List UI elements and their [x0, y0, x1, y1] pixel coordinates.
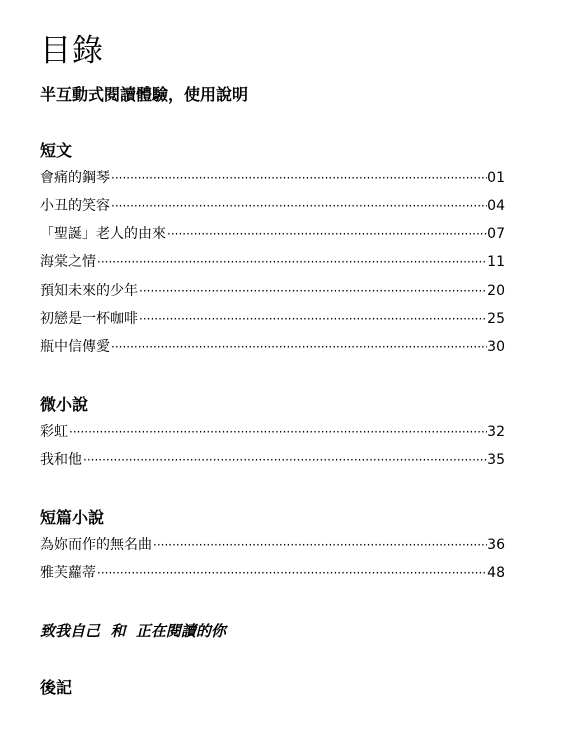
toc-entry[interactable]: [40, 562, 505, 584]
toc-entry[interactable]: [40, 251, 505, 273]
dot-leader: [138, 280, 487, 302]
toc-entry-title: 海棠之情: [40, 254, 96, 270]
toc-entry-title: 瓶中信傳愛: [40, 339, 110, 355]
dot-leader: [96, 251, 487, 273]
dot-leader: [68, 421, 487, 443]
section-heading-short-essays: 短文: [40, 141, 73, 160]
toc-entry-title: 預知未來的少年: [40, 283, 138, 299]
toc-entry[interactable]: [40, 195, 505, 217]
dot-leader: [96, 562, 487, 584]
toc-entry[interactable]: [40, 336, 505, 358]
dot-leader: [138, 308, 487, 330]
toc-entry-page-number: 04: [487, 198, 505, 214]
section-heading-micro-fiction: 微小說: [40, 395, 89, 414]
toc-entry[interactable]: [40, 308, 505, 330]
page-title: 目錄: [40, 33, 104, 69]
toc-entry-page-number: 48: [487, 565, 505, 581]
dot-leader: [110, 167, 487, 189]
dot-leader: [110, 336, 487, 358]
toc-entry-title: 初戀是一杯咖啡: [40, 311, 138, 327]
dedication-text: 致我自己 和 正在閱讀的你: [40, 622, 226, 640]
toc-entry-title: 我和他: [40, 452, 82, 468]
usage-instructions-link[interactable]: 半互動式閱讀體驗，使用說明: [40, 85, 249, 104]
toc-entry-page-number: 11: [487, 254, 505, 270]
toc-entry[interactable]: [40, 167, 505, 189]
toc-entry-title: 雅芙蘿蒂: [40, 565, 96, 581]
section-heading-short-stories: 短篇小說: [40, 508, 105, 527]
toc-entry-page-number: 32: [487, 424, 505, 440]
toc-entry-title: 「聖誕」老人的由來: [40, 226, 166, 242]
toc-entry[interactable]: [40, 421, 505, 443]
toc-entry-page-number: 35: [487, 452, 505, 468]
toc-entry-page-number: 36: [487, 537, 505, 553]
toc-entry[interactable]: [40, 449, 505, 471]
toc-entry-title: 為妳而作的無名曲: [40, 537, 152, 553]
toc-entry-page-number: 30: [487, 339, 505, 355]
toc-entry-title: 小丑的笑容: [40, 198, 110, 214]
toc-entry[interactable]: [40, 280, 505, 302]
toc-entry-page-number: 01: [487, 170, 505, 186]
toc-entry[interactable]: [40, 534, 505, 556]
toc-entry-page-number: 20: [487, 283, 505, 299]
toc-entry-title: 會痛的鋼琴: [40, 170, 110, 186]
afterword-link[interactable]: 後記: [40, 678, 73, 697]
toc-entry-page-number: 07: [487, 226, 505, 242]
toc-entry-title: 彩虹: [40, 424, 68, 440]
dot-leader: [82, 449, 487, 471]
dot-leader: [110, 195, 487, 217]
dot-leader: [166, 223, 487, 245]
toc-entry[interactable]: [40, 223, 505, 245]
toc-entry-page-number: 25: [487, 311, 505, 327]
dot-leader: [152, 534, 487, 556]
